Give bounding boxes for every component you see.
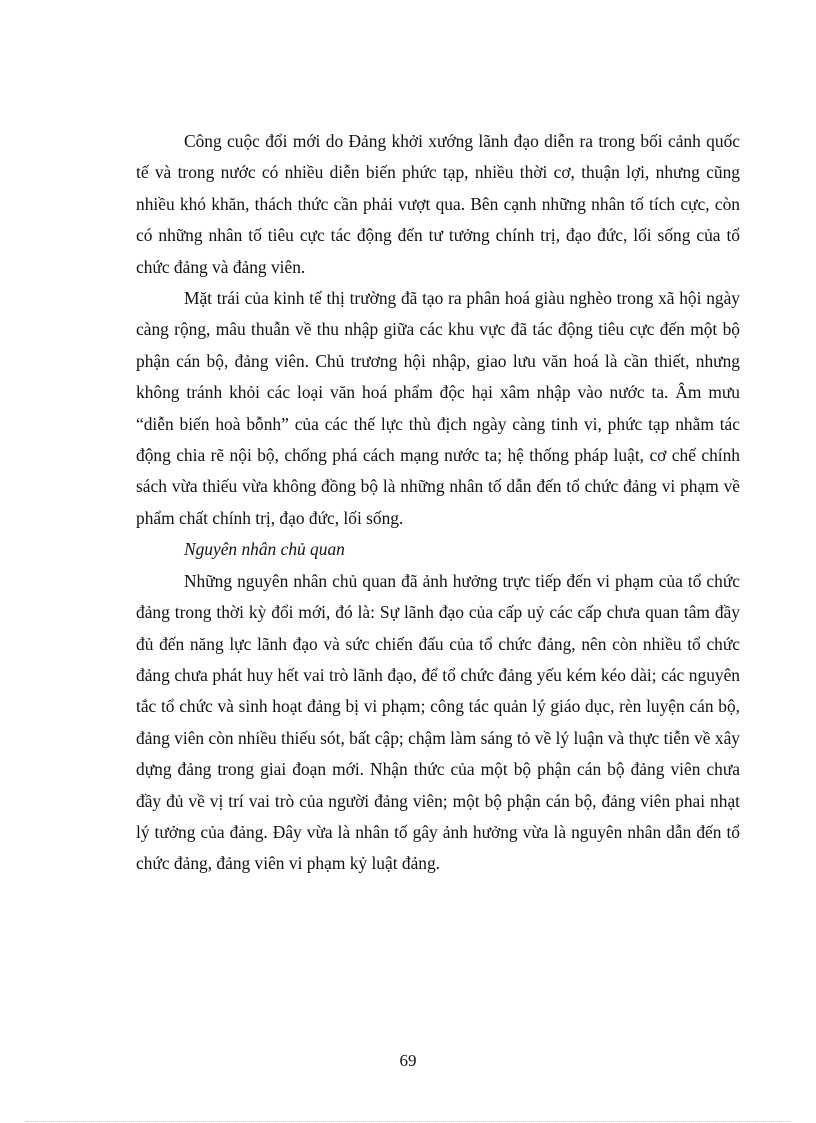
paragraph-market-economy: Mặt trái của kinh tế thị trường đã tạo ra phân hoá giàu nghèo trong xã hội ngày càng rộng, mâu thuẫn về thu nhập giữa các khu vực đã tác động tiêu cực đến một bộ phận cán bộ, đảng viên. Chủ trương hội nhập, giao lưu văn hoá là cần thiết, nhưng không tránh khỏi các loại văn hoá phẩm độc hại xâm nhập vào nước ta. Âm mưu “diễn biến hoà bỗnh” của các thế lực thù địch ngày càng tinh vi, phức tạp nhằm tác động chia rẽ nội bộ, chống phá cách mạng nước ta; hệ thống pháp luật, cơ chế chính sách vừa thiếu vừa không đồng bộ là những nhân tố dẫn đến tổ chức đảng vi phạm về phẩm chất chính trị, đạo đức, lối sống. — [136, 288, 740, 528]
page-bottom-divider — [26, 1121, 790, 1122]
paragraph-subjective-causes: Những nguyên nhân chủ quan đã ảnh hưởng trực tiếp đến vi phạm của tổ chức đảng trong thời kỳ đổi mới, đó là: Sự lãnh đạo của cấp uỷ các cấp chưa quan tâm đầy đủ đến năng lực lãnh đạo và sức chiến đấu của tổ chức đảng, nên còn nhiều tổ chức đảng chưa phát huy hết vai trò lãnh đạo, để tổ chức đảng yếu kém kéo dài; các nguyên tắc tổ chức và sinh hoạt đảng bị vi phạm; công tác quản lý giáo dục, rèn luyện cán bộ, đảng viên còn nhiều thiếu sót, bất cập; chậm làm sáng tỏ về lý luận và thực tiễn về xây dựng đảng trong giai đoạn mới. Nhận thức của một bộ phận cán bộ đảng viên chưa đầy đủ về vị trí vai trò của người đảng viên; một bộ phận cán bộ, đảng viên phai nhạt lý tưởng của đảng. Đây vừa là nhân tố gây ảnh hưởng vừa là nguyên nhân dẫn đến tổ chức đảng, đảng viên vi phạm kỷ luật đảng. — [136, 570, 740, 874]
page-number: 69 — [399, 1051, 417, 1070]
subheading-subjective-causes: Nguyên nhân chủ quan — [184, 539, 345, 560]
paragraph-context: Công cuộc đổi mới do Đảng khởi xướng lãnh đạo diễn ra trong bối cảnh quốc tế và trong nước có nhiều diễn biến phức tạp, nhiều thời cơ, thuận lợi, nhưng cũng nhiều khó khăn, thách thức cần phải vượt qua. Bên cạnh những nhân tố tích cực, còn có những nhân tố tiêu cực tác động đến tư tưởng chính trị, đạo đức, lối sống của tổ chức đảng và đảng viên. — [136, 131, 740, 277]
page-content — [136, 126, 740, 880]
